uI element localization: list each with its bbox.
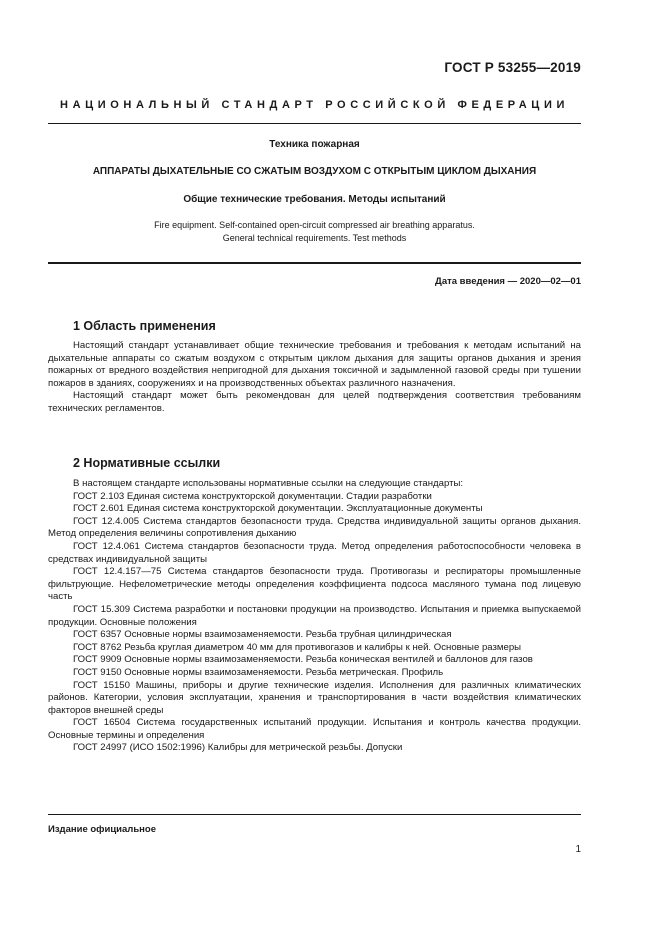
reference-item: ГОСТ 9150 Основные нормы взаимозаменяемости. Резьба метрическая. Профиль [73, 666, 444, 678]
footer-divider [48, 814, 581, 815]
english-title-line-2: General technical requirements. Test methods [222, 232, 407, 243]
document-number: ГОСТ Р 53255—2019 [444, 60, 581, 75]
paragraph: Настоящий стандарт может быть рекомендован для целей подтверждения соответствия требованиям технических регламентов. [48, 390, 581, 414]
paragraph: Настоящий стандарт устанавливает общие технические требования и требования к методам испытаний на дыхательные аппараты со сжатым воздухом с открытым циклом дыхания для защиты органов дыхания и зрения пожарных от вредного воздействия непригодной для дыхания токсичной и задымленной газовой среды при тушении пожаров в зданиях, сооружениях и на производственных объектах различного назначения. [48, 340, 581, 389]
reference-item: ГОСТ 6357 Основные нормы взаимозаменяемости. Резьба трубная цилиндрическая [73, 629, 452, 641]
english-title [48, 219, 581, 244]
section-1-heading: 1 Область применения [73, 319, 216, 333]
reference-item: ГОСТ 15.309 Система разработки и постановки продукции на производство. Испытания и приемка выпускаемой продукции. Основные положения [48, 603, 581, 628]
reference-item: В настоящем стандарте использованы нормативные ссылки на следующие стандарты: [73, 478, 464, 489]
main-title: АППАРАТЫ ДЫХАТЕЛЬНЫЕ СО СЖАТЫМ ВОЗДУХОМ С ОТКРЫТЫМ ЦИКЛОМ ДЫХАНИЯ [92, 166, 537, 177]
reference-item: ГОСТ 2.103 Единая система конструкторской документации. Стадии разработки [73, 490, 432, 502]
national-standard-banner: НАЦИОНАЛЬНЫЙ СТАНДАРТ РОССИЙСКОЙ ФЕДЕРАЦИИ [60, 99, 569, 111]
page-number: 1 [575, 844, 581, 855]
section-2-heading: 2 Нормативные ссылки [73, 456, 221, 470]
reference-item: ГОСТ 16504 Система государственных испытаний продукции. Испытания и контроль качества продукции. Основные термины и определения [48, 717, 581, 741]
reference-item: ГОСТ 12.4.061 Система стандартов безопасности труда. Метод определения работоспособности человека в средствах индивидуальной защиты [48, 540, 581, 565]
reference-item: ГОСТ 24997 (ИСО 1502:1996) Калибры для метрической резьбы. Допуски [73, 742, 403, 754]
reference-item: ГОСТ 12.4.005 Система стандартов безопасности труда. Средства индивидуальной защиты органов дыхания. Метод определения величины сопротивления дыханию [48, 515, 581, 540]
title-divider [48, 262, 581, 264]
section-2-body [48, 478, 581, 755]
introduction-date: Дата введения — 2020—02—01 [435, 276, 581, 287]
subtitle: Общие технические требования. Методы испытаний [183, 194, 446, 205]
reference-item: ГОСТ 15150 Машины, приборы и другие технические изделия. Исполнения для различных климатических районов. Категории, условия эксплуатации, хранения и транспортирования в части воздействия климатических факторов внешней среды [48, 679, 581, 716]
subject-title: Техника пожарная [269, 139, 360, 150]
reference-item: ГОСТ 8762 Резьба круглая диаметром 40 мм для противогазов и калибры к ней. Основные размеры [73, 641, 522, 653]
reference-item: ГОСТ 9909 Основные нормы взаимозаменяемости. Резьба коническая вентилей и баллонов для газов [73, 654, 533, 666]
reference-item: ГОСТ 12.4.157—75 Система стандартов безопасности труда. Противогазы и респираторы промышленные фильтрующие. Нефелометрические методы определения коэффициента подсоса масляного тумана под лицевую часть [48, 566, 581, 603]
official-edition-label: Издание официальное [48, 824, 156, 835]
english-title-line-1: Fire equipment. Self-contained open-circuit compressed air breathing apparatus. [154, 220, 475, 230]
reference-item: ГОСТ 2.601 Единая система конструкторской документации. Эксплуатационные документы [73, 503, 483, 515]
header-divider [48, 123, 581, 124]
section-1-body [48, 340, 581, 416]
